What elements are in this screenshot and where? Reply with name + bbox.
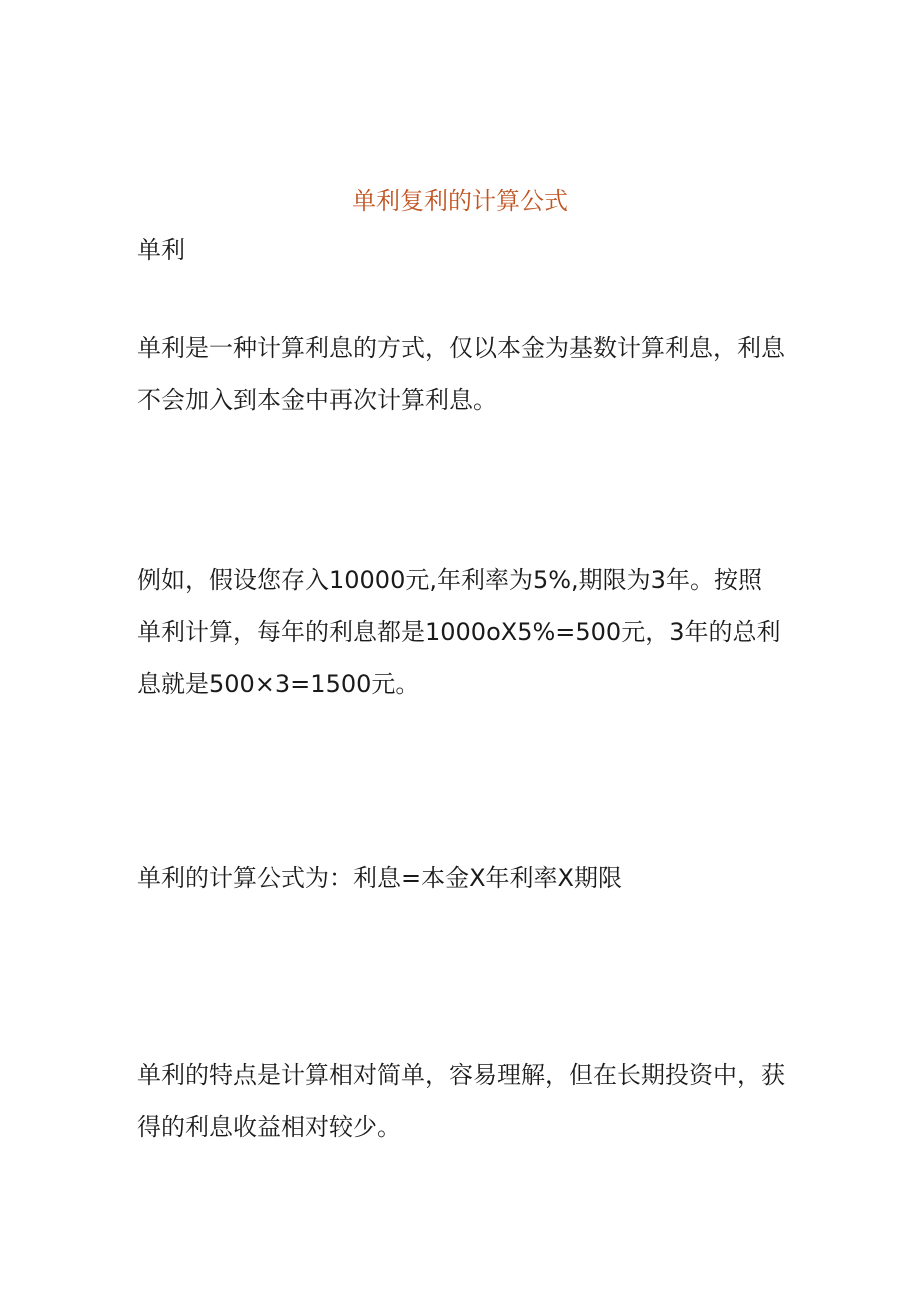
paragraph-definition: 单利是一种计算利息的方式，仅以本金为基数计算利息，利息不会加入到本金中再次计算利息。 (137, 334, 785, 414)
paragraph-formula: 单利的计算公式为：利息=本金X年利率X期限 (137, 864, 622, 892)
section-heading: 单利 (137, 236, 185, 264)
paragraph-characteristics: 单利的特点是计算相对简单，容易理解，但在长期投资中，获得的利息收益相对较少。 (137, 1061, 785, 1141)
paragraph-example: 例如，假设您存入10000元,年利率为5%,期限为3年。按照单利计算，每年的利息都是1000oX5%=500元，3年的总利息就是500×3=1500元。 (137, 566, 781, 698)
document-title: 单利复利的计算公式 (352, 187, 568, 215)
